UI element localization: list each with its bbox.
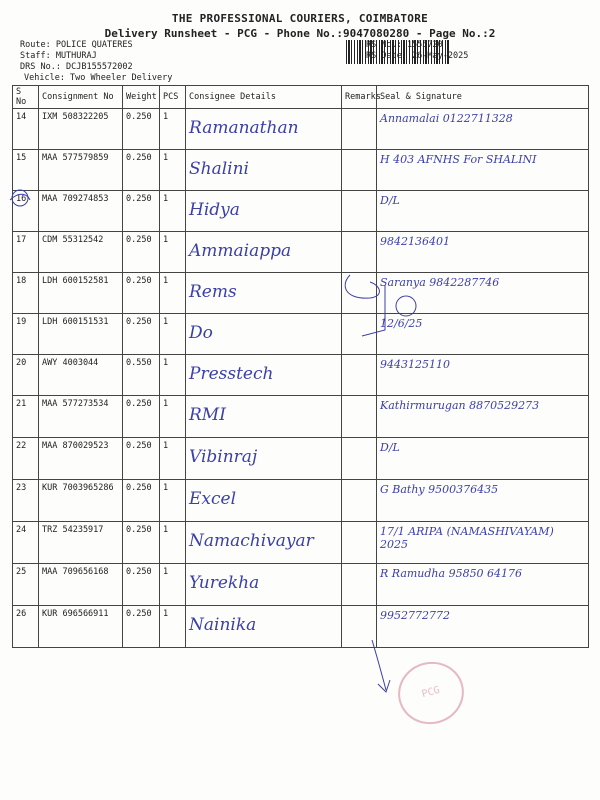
row-weight: 0.250 (126, 153, 152, 163)
row-consignee: Ramanathan (189, 118, 299, 138)
row-pcs: 1 (163, 235, 169, 245)
row-pcs: 1 (163, 399, 169, 409)
staff-info: Staff: MUTHURAJ (20, 51, 97, 61)
row-pcs: 1 (163, 483, 169, 493)
row-signature: H 403 AFNHS For SHALINI (380, 153, 537, 166)
row-pcs: 1 (163, 276, 169, 286)
row-consignment: CDM 55312542 (42, 235, 104, 245)
col-consignee: Consignee Details (186, 86, 342, 109)
row-sno: 26 (16, 609, 27, 619)
row-consignee: Yurekha (189, 573, 260, 593)
row-signature: G Bathy 9500376435 (380, 483, 499, 496)
row-consignee: Excel (189, 489, 237, 509)
col-remarks: Remarks (342, 86, 377, 109)
row-signature: Kathirmurugan 8870529273 (380, 399, 540, 412)
row-consignee: Vibinraj (189, 447, 258, 467)
row-signature: 9952772772 (380, 609, 450, 622)
row-consignment: MAA 870029523 (42, 441, 109, 451)
row-consignment: LDH 600152581 (42, 276, 109, 286)
row-pcs: 1 (163, 194, 169, 204)
row-consignment: AWY 4003044 (42, 358, 99, 368)
row-signature: Annamalai 0122711328 (380, 112, 513, 125)
col-sno: S No (13, 86, 39, 109)
row-sno: 25 (16, 567, 27, 577)
row-weight: 0.250 (126, 525, 152, 535)
row-sno: 20 (16, 358, 27, 368)
row-weight: 0.250 (126, 112, 152, 122)
row-signature: 12/6/25 (380, 317, 423, 330)
row-sno: 18 (16, 276, 27, 286)
row-consignment: MAA 577579859 (42, 153, 109, 163)
row-consignee: Shalini (189, 159, 249, 179)
row-weight: 0.250 (126, 399, 152, 409)
row-weight: 0.250 (126, 483, 152, 493)
row-signature: D/L (380, 441, 400, 454)
row-consignment: TRZ 54235917 (42, 525, 104, 535)
row-pcs: 1 (163, 567, 169, 577)
row-weight: 0.250 (126, 609, 152, 619)
row-consignment: IXM 508322205 (42, 112, 109, 122)
row-sno: 24 (16, 525, 27, 535)
row-signature: Saranya 9842287746 (380, 276, 500, 289)
row-signature: R Ramudha 95850 64176 (380, 567, 523, 580)
row-sno: 22 (16, 441, 27, 451)
row-signature: D/L (380, 194, 400, 207)
rs-number: RS No.: 1555720 (366, 40, 443, 50)
row-consignee: Do (189, 323, 213, 343)
row-consignment: KUR 696566911 (42, 609, 109, 619)
row-consignee: Ammaiappa (189, 241, 292, 261)
row-pcs: 1 (163, 358, 169, 368)
row-weight: 0.250 (126, 235, 152, 245)
drs-number: DRS No.: DCJB155572002 (20, 62, 133, 72)
row-consignee: Nainika (189, 615, 257, 635)
row-consignment: MAA 577273534 (42, 399, 109, 409)
row-sno: 21 (16, 399, 27, 409)
row-weight: 0.250 (126, 441, 152, 451)
row-consignment: MAA 709274853 (42, 194, 109, 204)
row-consignment: LDH 600151531 (42, 317, 109, 327)
row-sno: 19 (16, 317, 27, 327)
row-pcs: 1 (163, 153, 169, 163)
row-pcs: 1 (163, 441, 169, 451)
row-pcs: 1 (163, 525, 169, 535)
row-consignee: Hidya (189, 200, 240, 220)
row-pcs: 1 (163, 317, 169, 327)
col-consignment: Consignment No (39, 86, 123, 109)
row-consignment: MAA 709656168 (42, 567, 109, 577)
row-consignee: Presstech (189, 364, 274, 384)
col-signature: Seal & Signature (377, 86, 589, 109)
row-sno: 16 (16, 194, 27, 204)
row-signature: 9443125110 (380, 358, 450, 371)
row-sno: 23 (16, 483, 27, 493)
row-consignee: Rems (189, 282, 237, 302)
row-consignee: Namachivayar (189, 531, 314, 551)
row-weight: 0.250 (126, 194, 152, 204)
route-info: Route: POLICE QUATERES (20, 40, 133, 50)
row-consignment: KUR 7003965286 (42, 483, 114, 493)
row-weight: 0.550 (126, 358, 152, 368)
col-pcs: PCS (160, 86, 186, 109)
row-weight: 0.250 (126, 317, 152, 327)
row-pcs: 1 (163, 609, 169, 619)
row-weight: 0.250 (126, 276, 152, 286)
row-pcs: 1 (163, 112, 169, 122)
row-sno: 17 (16, 235, 27, 245)
row-signature: 9842136401 (380, 235, 450, 248)
row-consignee: RMI (189, 405, 226, 425)
row-weight: 0.250 (126, 567, 152, 577)
rs-date: RS Date: 26-May-2025 (366, 51, 469, 61)
company-title: THE PROFESSIONAL COURIERS, COIMBATORE (171, 12, 429, 25)
row-signature: 17/1 ARIPA (NAMASHIVAYAM) 2025 (380, 525, 554, 551)
row-sno: 14 (16, 112, 27, 122)
vehicle-info: Vehicle: Two Wheeler Delivery (24, 73, 173, 83)
seal-stamp: PCG (391, 655, 471, 732)
col-weight: Weight (123, 86, 160, 109)
row-sno: 15 (16, 153, 27, 163)
runsheet-subtitle: Delivery Runsheet - PCG - Phone No.:9047080280 - Page No.:2 (104, 27, 496, 40)
